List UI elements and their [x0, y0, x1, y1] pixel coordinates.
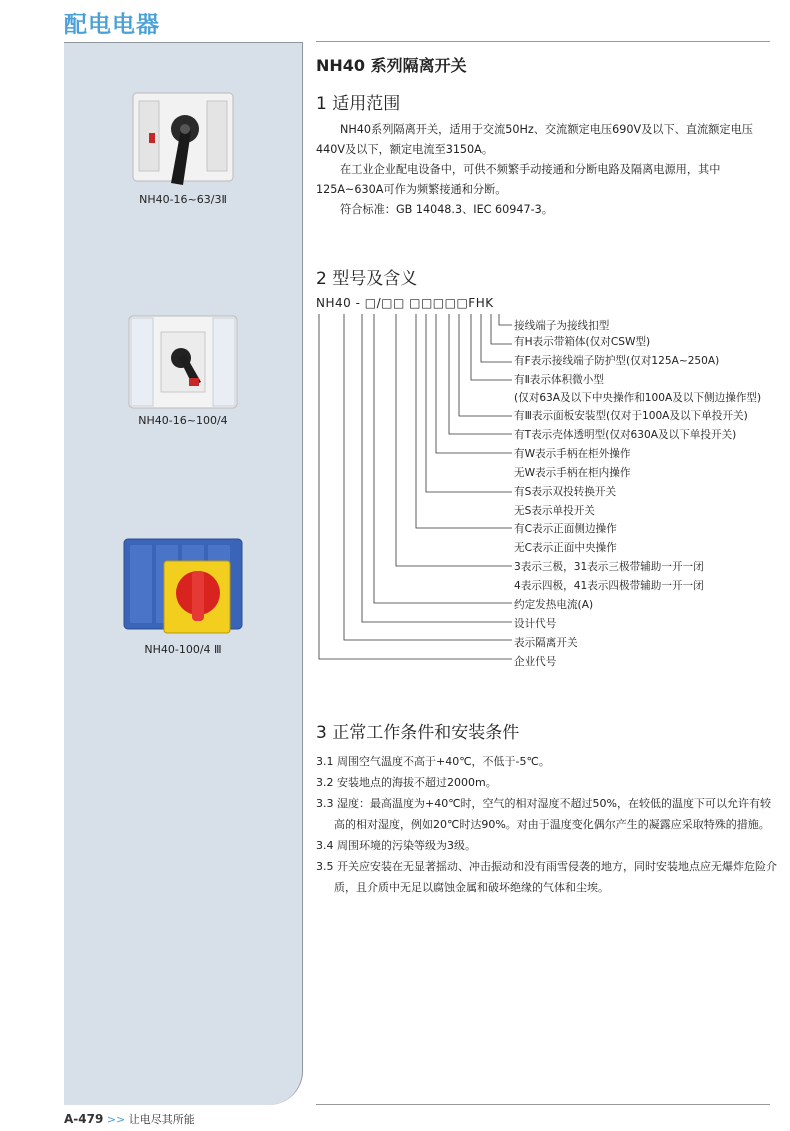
code-label: 有W表示手柄在柜外操作 [514, 448, 631, 460]
condition-item: 3.3 湿度：最高温度为+40℃时，空气的相对湿度不超过50%，在较低的温度下可以允许有较高的相对湿度，例如20℃时达90%。对由于温度变化偶尔产生的凝露应采取特殊的措施。 [316, 797, 772, 831]
page-title: NH40 系列隔离开关 [316, 56, 467, 75]
model-code-legend-lines [316, 308, 516, 668]
page-number: A-479 [64, 1112, 104, 1126]
category-title: 配电电器 [64, 12, 160, 38]
code-label: 有H表示带箱体(仅对CSW型) [514, 336, 651, 348]
code-label: 设计代号 [514, 618, 557, 630]
code-label: 表示隔离开关 [514, 637, 578, 649]
code-label: 有Ⅱ表示体积微小型 [514, 374, 604, 386]
top-divider [316, 41, 770, 42]
footer-slogan: 让电尽其所能 [128, 1113, 195, 1126]
product-card-2 [64, 308, 302, 427]
conditions-list [316, 751, 778, 898]
page-footer [64, 1111, 195, 1127]
isolator-switch-image-2 [123, 308, 243, 414]
code-label: 无C表示正面中央操作 [514, 542, 617, 554]
product-card-1 [64, 83, 302, 206]
section-heading-3: 3 正常工作条件和安装条件 [316, 723, 520, 743]
section1-paragraph-3: 符合标准：GB 14048.3、IEC 60947-3。 [340, 203, 553, 216]
code-label: 无S表示单投开关 [514, 505, 595, 517]
product-sidebar [64, 42, 303, 1105]
condition-item: 3.4 周围环境的污染等级为3级。 [316, 839, 476, 852]
bottom-divider [316, 1104, 770, 1105]
code-label: 有C表示正面侧边操作 [514, 523, 617, 535]
isolator-switch-image-1 [123, 83, 243, 193]
product-card-3 [64, 531, 302, 656]
condition-item: 3.2 安装地点的海拔不超过2000m。 [316, 776, 497, 789]
code-label: 无W表示手柄在柜内操作 [514, 467, 631, 479]
code-label: (仅对63A及以下中央操作和100A及以下侧边操作型) [514, 392, 762, 404]
code-label: 3表示三极，31表示三极带辅助一开一闭 [514, 561, 704, 573]
product-caption: NH40-16~100/4 [138, 414, 228, 427]
code-label: 约定发热电流(A) [514, 599, 594, 611]
code-label: 有F表示接线端子防护型(仅对125A~250A) [514, 355, 720, 367]
code-label: 4表示四极，41表示四极带辅助一开一闭 [514, 580, 704, 592]
code-label: 企业代号 [514, 656, 557, 668]
product-caption: NH40-100/4 Ⅲ [144, 643, 222, 656]
product-caption: NH40-16~63/3Ⅱ [139, 193, 227, 206]
code-label: 有Ⅲ表示面板安装型(仅对于100A及以下单投开关) [514, 410, 748, 422]
section-heading-1: 1 适用范围 [316, 94, 401, 114]
condition-item: 3.1 周围空气温度不高于+40℃，不低于-5℃。 [316, 755, 550, 768]
section-heading-2: 2 型号及含义 [316, 269, 418, 289]
section1-body [316, 120, 778, 220]
footer-arrows: >> [106, 1113, 126, 1126]
code-label: 接线端子为接线扣型 [514, 320, 610, 332]
model-code: NH40 - □/□□ □□□□□FHK [316, 296, 494, 310]
condition-item: 3.5 开关应安装在无显著摇动、冲击振动和没有雨雪侵袭的地方，同时安装地点应无爆炸危险介质，且介质中无足以腐蚀金属和破坏绝缘的气体和尘埃。 [316, 860, 777, 894]
code-label: 有T表示壳体透明型(仅对630A及以下单投开关) [514, 429, 737, 441]
section1-paragraph-1: NH40系列隔离开关，适用于交流50Hz、交流额定电压690V及以下、直流额定电压440V及以下，额定电流至3150A。 [316, 123, 753, 156]
code-label: 有S表示双投转换开关 [514, 486, 617, 498]
isolator-switch-image-3 [120, 531, 246, 643]
section1-paragraph-2: 在工业企业配电设备中，可供不频繁手动接通和分断电路及隔离电源用，其中125A~630A可作为频繁接通和分断。 [316, 163, 721, 196]
